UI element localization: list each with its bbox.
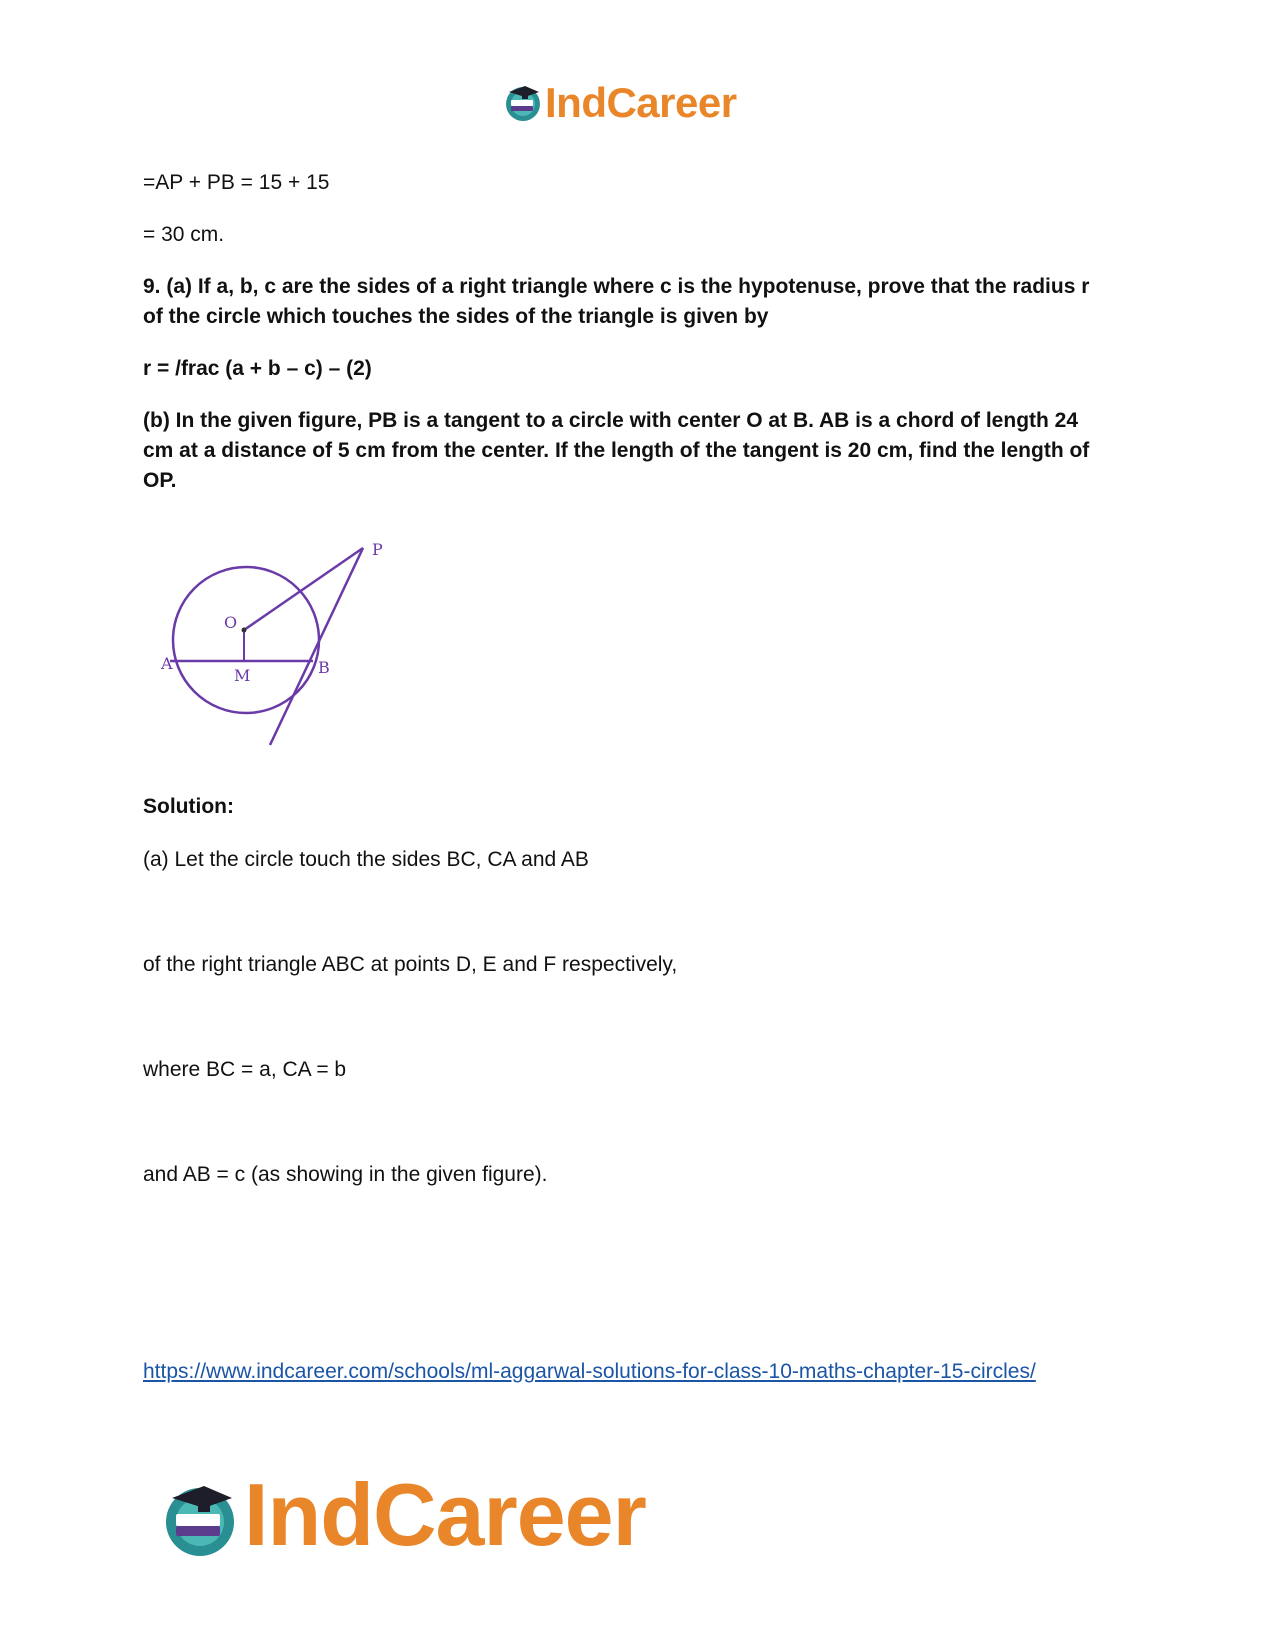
question-9b: (b) In the given figure, PB is a tangent to a circle with center O at B. AB is a chord of length 24 cm at a distance of 5 cm from the center. If the length of the tangent is 20 cm, find the length of OP. (143, 409, 1090, 492)
solution-line-4: and AB = c (as showing in the given figure). (143, 1163, 548, 1186)
solution-line-2: of the right triangle ABC at points D, E and F respectively, (143, 953, 678, 976)
header-logo-text: IndCareer (545, 79, 737, 126)
equation-line-2: = 30 cm. (143, 223, 225, 246)
label-o: O (224, 613, 238, 632)
label-a: A (161, 654, 173, 673)
graduation-cap-globe-icon (503, 82, 543, 122)
equation-line-1: =AP + PB = 15 + 15 (143, 171, 330, 194)
footer-logo (160, 1465, 720, 1564)
label-m: M (234, 666, 251, 685)
circle-tangent-figure (160, 540, 420, 795)
solution-line-1: (a) Let the circle touch the sides BC, CA and AB (143, 848, 589, 871)
question-9a: 9. (a) If a, b, c are the sides of a right triangle where c is the hypotenuse, prove that the radius r of the circle which touches the sides of the triangle is given by (143, 275, 1090, 328)
solution-line-3: where BC = a, CA = b (143, 1058, 347, 1081)
graduation-cap-globe-icon (160, 1478, 240, 1558)
label-b: B (318, 658, 330, 677)
label-p: P (372, 540, 383, 559)
center-point (242, 628, 247, 633)
footer-logo-text: IndCareer (244, 1465, 646, 1564)
solution-heading: Solution: (143, 795, 234, 818)
segment-op (244, 548, 363, 630)
circle (173, 567, 319, 713)
footer-url-link[interactable]: https://www.indcareer.com/schools/ml-aggarwal-solutions-for-class-10-maths-chapter-15-circles/ (143, 1360, 1036, 1383)
header-logo (503, 78, 783, 128)
formula-line: r = /frac (a + b – c) – (2) (143, 357, 372, 380)
